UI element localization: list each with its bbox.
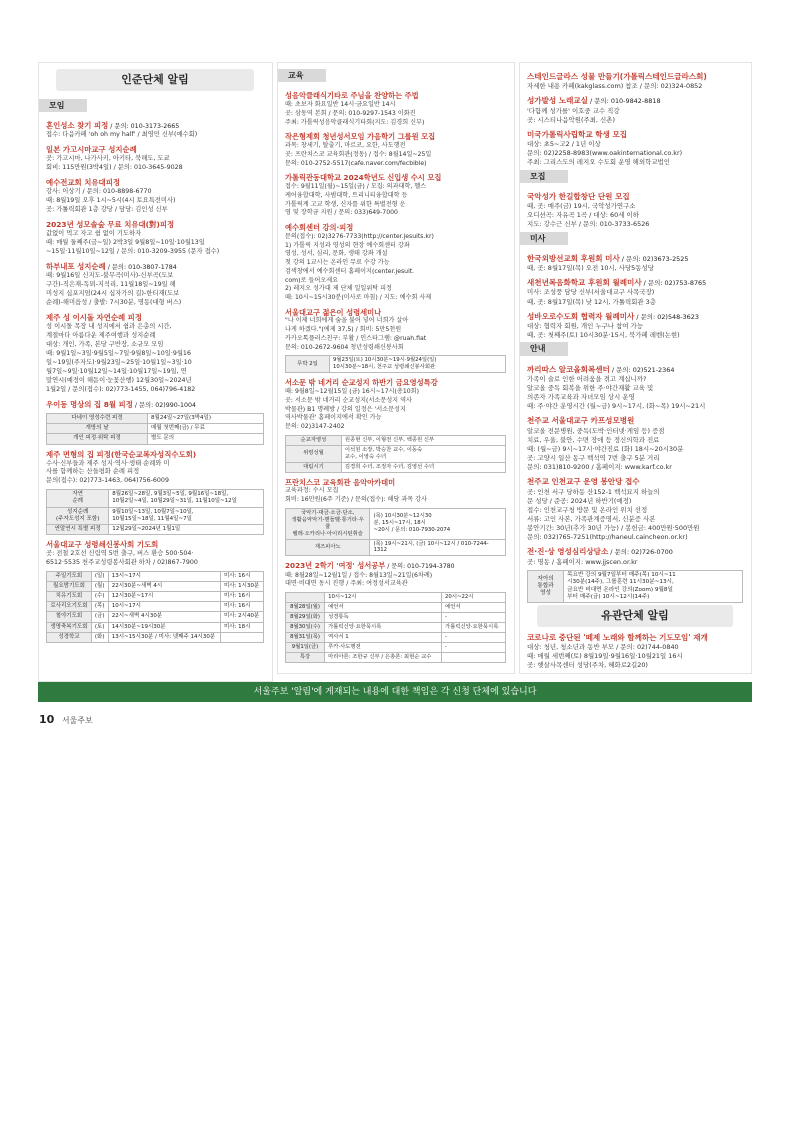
section-tag-meetings: 모임: [39, 99, 87, 112]
table-cell: 자연 순례: [47, 490, 109, 507]
entry-line: 케어융합대학, 사범대학, 트리니티융합대학 등: [285, 191, 408, 199]
table-row: [286, 508, 506, 539]
entry-line: 대상: 초5~고2 / 1년 이상: [527, 140, 601, 149]
entry-line: 문의: 031)810-9200 / 홈페이지: www.karf.co.kr: [527, 463, 672, 472]
table-cell: 미사: 16시: [220, 602, 263, 612]
entry-line: 봉안기간: 30년(추가 30년 가능) / 봉헌금: 400만원·500만원: [527, 524, 700, 533]
section-tag-mass: 미사: [520, 232, 568, 245]
entry-title: [527, 254, 743, 264]
entry-title-text: 예수전교회 치유대피정: [46, 178, 120, 188]
entry-title-text: 2023년 성모솔숲 무료 치유대(對)피정: [46, 220, 175, 230]
table-row: [286, 445, 506, 462]
column-misc: [519, 62, 752, 674]
entry-line: 카카오톡플러스친구: 부활 / 인스타그램: @ruah.fiat: [285, 334, 427, 342]
table-cell: (목) 19시~21시, (금) 10시~12시 / 010-7244-1312: [370, 539, 506, 556]
entry-title-text: 성음악클래식기타로 주님을 찬양하는 주법: [285, 91, 419, 101]
table-cell: 목요반 강의 9월7일부터 매주(목) 10시~11 시30분(14주), 그룹훈련 11시30분~13시, 금요반 비대면 온라인 강의(Zoom) 9월8일 부터 매주(금) 10시~12시(14주): [564, 570, 743, 602]
entry-line: ~15일·11월10일~12일 / 문의: 010-3209-3955 (문자 접수): [46, 247, 220, 255]
table-row: [286, 356, 506, 373]
entry-title: [46, 540, 264, 550]
entry-title-tail: / 문의: 010-3807-1784: [105, 263, 177, 271]
entry-line: 성 이시돌 목장 내 성지에서 쉼과 은총의 시간,: [46, 323, 172, 331]
entry-line: 알코올 전문병원, 중독(도박·인터넷·게임 등) 증점: [527, 426, 665, 435]
table-cell: 22시~새벽 4시30분: [108, 612, 220, 622]
entry-title: [46, 400, 264, 411]
entry-line: 2) 레지오 성가대 제 단체 일일위탁 피정: [285, 285, 392, 293]
entry-title-text: 프란치스코 교육회관 음악아카데미: [285, 477, 396, 487]
entry-line: 문의: 032)765-7251(http://haneul.caincheon.or.kr): [527, 533, 688, 542]
entry-line: 나게 하겠다."(에제 37,5) / 회비: 5만5천원: [285, 326, 402, 334]
entry-line: 접수: 인천교구청 방문 및 온라인 위치 선정: [527, 505, 648, 514]
entry-line: 곳: 가톨릭회관 1층 강당 / 담당: 김인성 신부: [46, 206, 168, 214]
table-cell: 예언서: [442, 603, 506, 613]
table-row: [286, 652, 506, 662]
disclaimer-band: [38, 682, 752, 702]
page-number: 10: [39, 713, 55, 726]
page-footer: [39, 712, 93, 728]
table-cell: 8월24일~27일(3박4일): [148, 414, 264, 424]
entry-line: 박물관) B1 명례방 / 강의 일정은 '서소문성지: [285, 405, 406, 413]
entry-line: 말연시(예정이 해돋이·눈꽃산행) 12월30일~2024년: [46, 376, 192, 384]
entry-title-text: 천주교 인천교구 운영 봉안당 접수: [527, 477, 640, 487]
entry-title: [527, 192, 743, 202]
table-row: [286, 462, 506, 472]
table-cell: 미사: 18시: [220, 622, 263, 632]
entry-line: 가톨릭계 고교 학생, 신자를 위한 특별전형 운: [285, 200, 406, 208]
entry-line: 1월2일 / 문의(접수): 02)773-1455, 064)796-4182: [46, 385, 196, 393]
table-cell: 대림시기: [286, 462, 342, 472]
entry-line: 회비: 115만원(3박4일) / 문의: 010-3645-9028: [46, 164, 183, 172]
table-cell: 미사: 16시: [220, 592, 263, 602]
table-cell: 10시~12시: [325, 593, 442, 603]
entry-line: 접수: 9월11일(월)~15일(금) / 모집: 의과대학, 헬스: [285, 183, 427, 191]
table-cell: 12시30분~17시: [108, 592, 220, 602]
table-cell: [220, 632, 263, 642]
table-cell: 원종현 신부, 이형전 신부, 백종원 신부: [341, 435, 505, 445]
entry-title-text: 우이동 명상의 집 8월 피정: [46, 399, 133, 409]
publication-name: 서울주보: [61, 716, 93, 725]
entry-line: 때: 매월 둘째주(금~일) 2박3일 9월8일~10일·10월13일: [46, 238, 205, 246]
table-cell: 9월10일~13일, 10월7일~10일, 10월15일~18일, 11월4일~7일: [109, 507, 264, 524]
entry-title: [285, 132, 506, 142]
column-recognized-groups: [38, 62, 273, 682]
entry-title-tail: / 문의: 02)3673-2525: [619, 254, 689, 263]
table-cell: [286, 593, 325, 603]
table-cell: 특강: [286, 652, 325, 662]
table-row: [47, 602, 264, 612]
entry-title-text: 까리따스 알코올회복센터: [527, 364, 610, 374]
entry-title: [527, 130, 743, 140]
table-cell: 22시30분~새벽 4시: [108, 582, 220, 592]
table-row: [286, 539, 506, 556]
entry-line: 때: 매월 세번째(토) 8월19일·9월16일·10월21일 16시: [527, 652, 683, 661]
entry-title-text: 서소문 밖 네거리 순교성지 하반기 금요영성특강: [285, 378, 438, 388]
table-cell: (월): [91, 582, 108, 592]
entry-title: [46, 178, 264, 188]
entry-title-text: 스테인드글라스 성물 만들기(가톨릭스테인드글라스회): [527, 72, 707, 81]
entry-line: 일~19일(주자도)·9월23일~25일·10월1일~3일·10: [46, 358, 192, 366]
entry-title: [527, 416, 743, 426]
entry-title: [46, 262, 264, 273]
entry-line: 때, 곳: 8월17일(목) 오전 10시, 사당5동성당: [527, 264, 654, 273]
entry-title-text: 성가발성 노래교실: [527, 96, 588, 106]
entry-line: 1) 가톨릭 지성과 영성의 현장 예수회센터 강좌: [285, 241, 410, 249]
entry-line: 곳: 명동 / 홈페이지: www.jjscen.or.kr: [527, 557, 638, 566]
entry-line: 곳: 고양시 일산 동구 백석역 7번 출구 5분 거리: [527, 454, 660, 463]
entry-line: 오디션곡: 자유곡 1곡 / 대상: 60세 이하: [527, 211, 639, 220]
entry-line: 곳: 시스티나음악원(주최, 신촌): [527, 115, 615, 124]
entry-title: [527, 96, 743, 106]
entry-title-tail: / 문의: 02)548-3623: [634, 312, 699, 321]
entry-line: 교육과정: 수시 모집: [285, 487, 339, 495]
entry-line: 계절마다 아름다운 제주여행과 성지순례: [46, 332, 156, 340]
entry-line: 사를 함께하는 산들평화 순례 피정: [46, 468, 140, 476]
entry-line: 영성, 성서, 심리, 문화, 생태 강좌 개설: [285, 250, 388, 258]
info-table: [527, 570, 743, 603]
entry-line: 문의: 02)2258-8983(www.oakinternational.co.kr): [527, 149, 683, 158]
entry-title: [285, 91, 506, 101]
section-tag-education: 교육: [278, 69, 326, 82]
entry-line: 때: 9월16일 신지도-불무곡(미사)-신부곡(도보: [46, 272, 174, 280]
table-row: [47, 507, 264, 524]
entry-line: 값없이 먹고 자고 쉼 없이 기도하자: [46, 230, 142, 238]
entry-title: [46, 220, 264, 230]
table-cell: 월요밤기도회: [47, 582, 92, 592]
entry-line: 대상: 협력자 회원, 개인 누구나 참여 가능: [527, 321, 643, 330]
entry-line: 주최: 그리스도의 레지오 수도회 운영 해외학교법인: [527, 158, 670, 167]
entry-line: 곳: 프란치스코 교육회관(정동) / 접수: 8월14일~25일: [285, 150, 432, 158]
disclaimer-text: 서울주보 '알림'에 게재되는 내용에 대한 책임은 각 신청 단체에 있습니다: [253, 687, 537, 697]
entry-line: 자세한 내용 카페(kakglass.com) 참조 / 문의: 02)324-0852: [527, 82, 703, 91]
table-cell: 위령성월: [286, 445, 342, 462]
entry-title-text: 미국가톨릭사립학교 학생 모집: [527, 129, 628, 139]
table-row: [47, 612, 264, 622]
table-cell: 성경통독: [325, 613, 442, 623]
entry-title: [285, 173, 506, 183]
entry-line: 때: 9월1일~3일·9월5일~7일·9월8일~10일·9월16: [46, 349, 191, 357]
entry-line: 때, 곳: 매주(금) 19시, 국악성가연구소: [527, 202, 636, 211]
entry-title-text: 코로나로 중단된 '떼제 노래와 함께하는 기도모임' 재개: [527, 632, 708, 642]
table-row: [286, 642, 506, 652]
table-row: [47, 434, 264, 444]
table-cell: 12월29일~2024년 1월1일: [109, 524, 264, 534]
entry-title-text: 서울대교구 성령쇄신봉사회 기도회: [46, 540, 159, 550]
table-row: [47, 490, 264, 507]
entry-line: 때: 9월8일~12월15일 (금) 16시~17시(총10회): [285, 388, 419, 396]
entry-line: 미성지 십포지엄(24시 십자가의 길)-한티재(도보: [46, 290, 180, 298]
entry-title-text: 2023년 2학기 '여정' 성서공부: [285, 561, 386, 571]
info-table: [285, 508, 506, 557]
entry-title-text: 국악성가 한길합창단 단원 모집: [527, 191, 630, 201]
table-row: [286, 603, 506, 613]
entry-line: 때, 곳: 8월17일(목) 낮 12시, 가톨릭회관 3층: [527, 297, 656, 306]
entry-title: [527, 365, 743, 375]
entry-line: 구간)-직은재-독뫼-지석리, 11월18일~19일 해: [46, 281, 176, 289]
table-cell: 성경학교: [47, 632, 92, 642]
entry-title-text: 새천년복음화학교 후원회 월례미사: [527, 278, 642, 288]
entry-line: 주최: 가톨릭성음악클래식기타회(지도: 김경희 신부): [285, 118, 425, 126]
entry-line: 검색창에서 예수회센터 홈페이지(center.jesuit.: [285, 267, 415, 275]
table-cell: 이석원 소장, 박승찬 교수, 이동숙 교수, 이영숙 수녀: [341, 445, 505, 462]
table-cell: 9월1일(금): [286, 642, 325, 652]
entry-line: 때: (월~금) 9시~17시·야간진료 (화) 18시~20시30분: [527, 444, 684, 453]
table-cell: 예언서: [325, 603, 442, 613]
table-row: [47, 524, 264, 534]
table-cell: 미사: 1시30분: [220, 582, 263, 592]
entry-title: [285, 223, 506, 233]
entry-title-tail: / 문의: 02)726-0700: [608, 548, 673, 557]
entry-line: 대면·비대면 동시 진행 / 주최: 여정성서교육관: [285, 580, 408, 588]
info-table: [285, 435, 506, 473]
entry-title-text: 천주교 서울대교구 카프성모병원: [527, 416, 635, 426]
entry-title: [46, 145, 264, 155]
entry-title-tail: / 문의: 02)990-1004: [132, 401, 197, 409]
table-cell: 8월31일(목): [286, 632, 325, 642]
table-cell: -: [442, 613, 506, 623]
entry-title-text: 일본 가고시마교구 성지순례: [46, 145, 137, 155]
table-cell: 주일기도회: [47, 571, 92, 581]
table-row: [286, 613, 506, 623]
entry-line: com)로 들어오세요: [285, 276, 339, 284]
table-row: [47, 424, 264, 434]
table-row: [47, 414, 264, 424]
section-tag-guide: 안내: [520, 342, 568, 355]
entry-line: 대상: 청년, 청소년과 동반 부모 / 문의: 02)744-0840: [527, 643, 679, 651]
entry-title-text: 혼인성소 찾기 피정: [46, 120, 109, 130]
info-table: [46, 571, 264, 643]
table-cell: 8월28일(월): [286, 603, 325, 613]
table-cell: 루카·사도행전: [325, 642, 442, 652]
table-cell: (화): [91, 632, 108, 642]
entry-line: 곳: 인천 서구 당하동 산152-1 백석묘지 하늘의: [527, 487, 660, 496]
entry-title: [527, 278, 743, 288]
entry-line: 지도: 강수근 신부 / 문의: 010-3733-6526: [527, 220, 650, 229]
entry-title-text: 제주 면형의 집 피정(한국순교복자성직수도회): [46, 449, 197, 459]
table-cell: (목): [91, 602, 108, 612]
table-row: [47, 632, 264, 642]
section-tag-recruit: 모집: [520, 170, 568, 183]
table-cell: 9월23일(토) 10시30분~19시·9월24일(일) 10시30분~18시, 천주교 성령쇄신봉사회관: [329, 356, 505, 373]
entry-title-text: 가톨릭관동대학교 2024학년도 신입생 수시 모집: [285, 173, 442, 183]
table-cell: 다네이 영성수련 피정: [47, 414, 148, 424]
table-cell: 연말연시 특별 피정: [47, 524, 109, 534]
entry-line: 문 성당 / 준공: 2024년 하반기(예정): [527, 496, 632, 505]
table-cell: (수): [91, 592, 108, 602]
section-header-related: 유관단체 알림: [537, 605, 733, 627]
table-cell: [442, 652, 506, 662]
table-row: [286, 435, 506, 445]
table-row: [47, 622, 264, 632]
entry-title: [46, 450, 264, 460]
table-cell: 13시~17시: [108, 571, 220, 581]
table-cell: 8월26일~28일, 9월3일~5일, 9월16일~18일, 10월2일~4일, 10월29일~31일, 11월10일~12일: [109, 490, 264, 507]
entry-line: 때: 8월28일~12월1일 / 접수: 8월13일~21일(6차례): [285, 571, 433, 579]
table-cell: 역사서 1: [325, 632, 442, 642]
entry-line: 문의(접수): 02)773-1463, 064)756-6009: [46, 477, 169, 485]
entry-line: 알코올 중독 회복을 위한 주·야간재활 교육 및: [527, 383, 654, 392]
table-cell: 순교자영성: [286, 435, 342, 445]
entry-line: 접수: 다음카페 'oh oh my half' / 최영민 신부(예수회): [46, 131, 198, 139]
entry-line: 과목: 창세기, 탈출기, 마르코, 요한, 사도행전: [285, 142, 406, 150]
entry-title: [527, 477, 743, 487]
table-cell: 생명축복기도회: [47, 622, 92, 632]
entry-line: 6512·5535 천주교성령봉사회관 하차 / 02)867-7900: [46, 558, 198, 566]
table-cell: 마리아론: 조한규 신부 / 은총론: 최현순 교수: [325, 652, 442, 662]
entry-title: [285, 561, 506, 571]
entry-title: [527, 72, 743, 82]
entry-line: 영 및 장학금 지원 / 문의: 033)649-7000: [285, 209, 398, 217]
table-cell: (금): [91, 612, 108, 622]
table-cell: 재즈피아노: [286, 539, 370, 556]
entry-title: [285, 478, 506, 488]
table-cell: 자아의 통합과 영성: [528, 570, 564, 602]
table-row: [47, 582, 264, 592]
entry-title: [527, 633, 743, 643]
table-cell: 성지순례 (주자도성지 포함): [47, 507, 109, 524]
table-cell: 로사리오기도회: [47, 602, 92, 612]
entry-line: 곳: 삼동역 본회 / 문의: 010-9297-1543 이화진: [285, 109, 416, 117]
entry-title-text: 제주 성 이시돌 자연순례 피정: [46, 313, 142, 323]
entry-line: 월7일~9일·10월12일~14일·10월17일~19일, 연: [46, 367, 187, 375]
entry-line: "나 이제 너희에게 숨을 불어 넣어 너희가 살아: [285, 317, 409, 325]
table-cell: 14시30분~19시30분: [108, 622, 220, 632]
entry-line: 첫 강의 1교시는 온라인 무료 수강 가능: [285, 259, 390, 267]
table-cell: 김경희 수녀, 조정자 수녀, 김영선 수녀: [341, 462, 505, 472]
entry-line: 문의: 010-2752-5517(cafe.naver.com/fecbible): [285, 159, 427, 167]
entry-title-text: 서울대교구 젊은이 성령세미나: [285, 307, 382, 317]
table-cell: 무박 2일: [286, 356, 330, 373]
entry-title-text: 성바오로수도회 협력자 월례미사: [527, 311, 635, 321]
info-table: [285, 355, 506, 373]
entry-title-tail: / 문의: 010-3173-2665: [108, 122, 180, 130]
entry-line: 수사·신부들과 제주 성지·역사·생태 순례와 미: [46, 459, 170, 467]
entry-title: [285, 378, 506, 388]
entry-line: 곳: 전철 2호선 신림역 5번 출구, 버스 환승 500·504·: [46, 550, 194, 557]
entry-line: 회비: 16만원(6주 기준) / 문의(접수): 해당 과목 강사: [285, 496, 428, 504]
table-row: [286, 622, 506, 632]
table-cell: 가톨릭신앙·요한묵시록: [325, 622, 442, 632]
entry-line: 순례)-해미읍성 / 출발: 7시30분, 명동(대형 버스): [46, 299, 182, 307]
entry-line: 대상: 개인, 가족, 본당 구반장, 소규모 모임: [46, 340, 164, 348]
table-cell: 8월30일(수): [286, 622, 325, 632]
entry-line: 때: 10시~15시30분(미사로 마침) / 지도: 예수회 사제: [285, 293, 432, 301]
table-cell: 10시~17시: [108, 602, 220, 612]
entry-title-text: 작은형제회 청년성서모임 가음학기 그룹원 모집: [285, 132, 436, 142]
table-cell: 개방의 날: [47, 424, 148, 434]
entry-line: 서류: 고인 사본, 가족관계증명서, 신분증 사본: [527, 515, 656, 524]
entry-title-tail: / 문의: 02)521-2364: [609, 365, 675, 374]
entry-title: [527, 547, 743, 557]
table-row: [528, 570, 743, 602]
table-cell: 미사: 16시: [220, 571, 263, 581]
section-header-recognized: 인준단체 알림: [56, 69, 254, 91]
entry-title: [527, 312, 743, 322]
entry-line: '다함께 성가를' 이호중 교수 직강: [527, 106, 620, 115]
entry-line: 곳: 햇살사목센터 성당(주차, 혜화로2길20): [527, 661, 648, 670]
entry-line: 곳: 서소문 밖 네거리 순교성지(서소문성지 역사: [285, 396, 412, 404]
entry-line: 치료, 우울, 불안, 수면 장애 등 정신의학과 진료: [527, 435, 660, 444]
entry-line: 미사: 조성풍 담당 신부(서울대교구 사목국장): [527, 288, 655, 297]
table-cell: -: [442, 642, 506, 652]
table-cell: 치유기도회: [47, 592, 92, 602]
info-table: [285, 592, 506, 663]
table-cell: 13시~15시30분 / 미사: 넷째주 14시30분: [108, 632, 220, 642]
entry-line: 강사: 이상기 / 문의: 010-8898-6770: [46, 188, 152, 196]
table-cell: 별도 문의: [148, 434, 264, 444]
table-row: [286, 632, 506, 642]
table-cell: 20시~22시: [442, 593, 506, 603]
entry-title-text: 예수회센터 강의·피정: [285, 223, 354, 233]
entry-line: 문의: 02)3147-2402: [285, 423, 345, 431]
table-row: [47, 592, 264, 602]
table-cell: 가톨릭신앙·요한묵시록: [442, 622, 506, 632]
table-cell: 개인 피정·위탁 피정: [47, 434, 148, 444]
table-cell: 미사: 2시40분: [220, 612, 263, 622]
info-table: [46, 413, 264, 444]
table-cell: -: [442, 632, 506, 642]
entry-title-text: 한국외방선교회 후원회 미사: [527, 253, 620, 263]
entry-line: 문의(접수): 02)3276-7733(http://center.jesuits.kr): [285, 232, 434, 240]
info-table: [46, 489, 264, 535]
column-education: [277, 62, 515, 674]
entry-line: 때: 초보자 화요일반 14시·금요일반 14시: [285, 101, 396, 109]
table-cell: 철야기도회: [47, 612, 92, 622]
entry-title: [46, 313, 264, 323]
entry-line: 때, 곳: 첫째주(토) 10시30분·15시, 북가페 레벤(논현): [527, 331, 680, 340]
table-row: [47, 571, 264, 581]
entry-line: 곳: 가고시마, 나가사키, 아키타, 북해도, 도쿄: [46, 155, 170, 163]
table-cell: (일): [91, 571, 108, 581]
entry-line: 의존자 가족교육과 자녀모임 상시 운영: [527, 393, 635, 402]
table-row: [286, 593, 506, 603]
table-cell: 국악기-대금·소금·단소, 생활음악악기-핸들벨·통기타·우쿨 렐레·오카리나·아이리시틴휘슬: [286, 508, 370, 539]
table-cell: 8월29일(화): [286, 613, 325, 623]
entry-title-text: 하부내포 성지순례: [46, 261, 106, 271]
entry-title: [46, 121, 264, 132]
entry-title-text: 전·진·상 영성심리상담소: [527, 547, 609, 557]
entry-line: 문의: 010-2672-9604 청년성령쇄신봉사회: [285, 343, 404, 351]
entry-title-tail: / 문의: 02)753-8765: [641, 279, 707, 288]
table-cell: (목) 10시30분~12시30 분, 15시~17시, 18시 ~20시 / 문의: 010-7930-2074: [370, 508, 506, 539]
entry-line: 가족이 술로 인한 어려움을 겪고 계십니까?: [527, 374, 647, 383]
entry-line: 때: 주·야간 운영시간 (월~금) 9시~17시, (화~목) 19시~21시: [527, 402, 706, 411]
entry-title-tail: / 문의: 010-9842-8818: [587, 97, 661, 106]
table-cell: 매월 첫번째(금) / 무료: [148, 424, 264, 434]
entry-title-tail: / 문의: 010-7194-3780: [385, 563, 455, 571]
entry-line: 때: 8월19일 오후 1시~5시(4시 토요특전미사): [46, 197, 176, 205]
table-cell: (토): [91, 622, 108, 632]
entry-line: 역사박물관' 홈페이지에서 확인 가능: [285, 414, 382, 422]
